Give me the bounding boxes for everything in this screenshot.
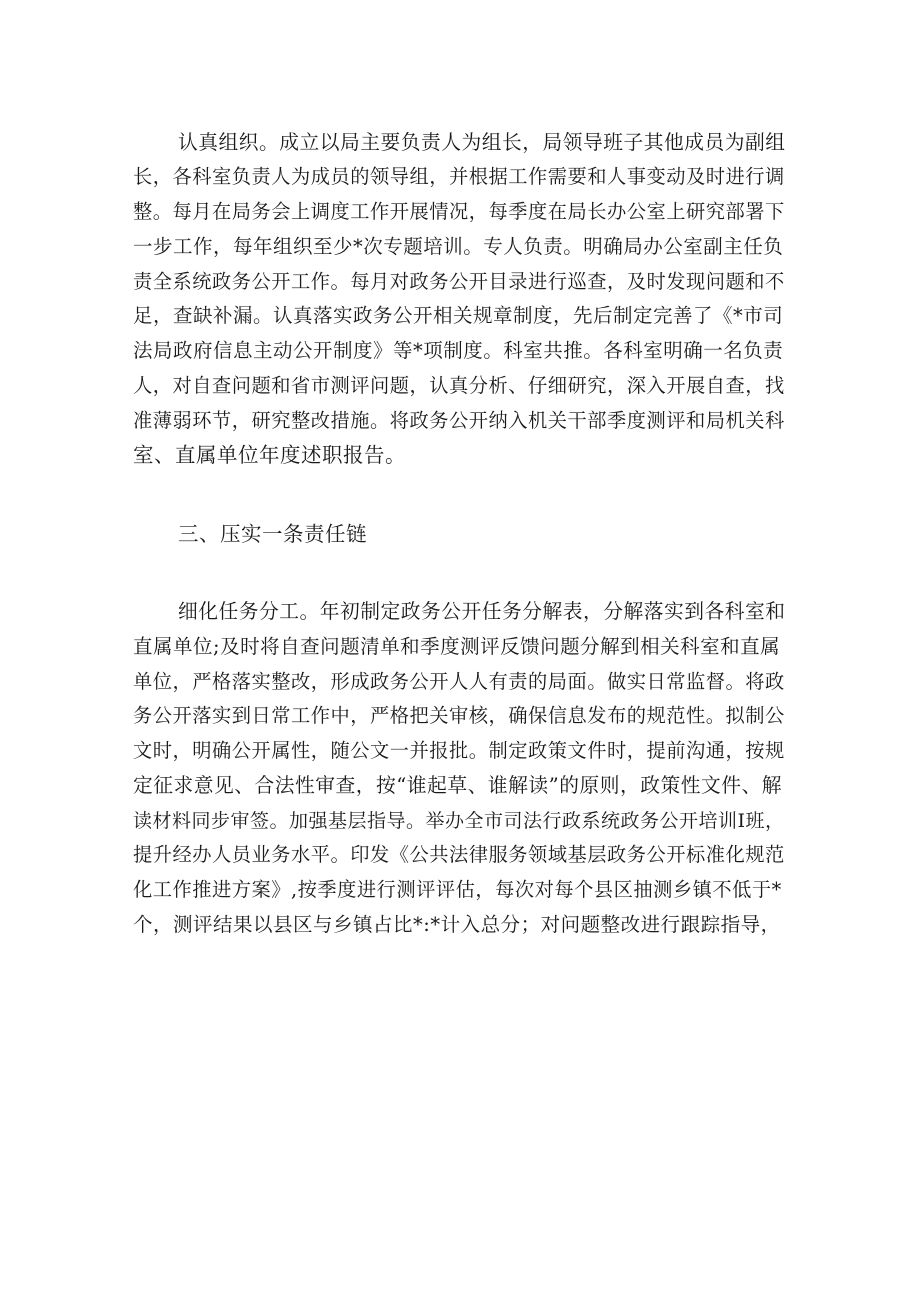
paragraph-line: 直属单位;及时将自查问题清单和季度测评反馈问题分解到相关科室和直属 <box>133 635 781 658</box>
paragraph-line: 务公开落实到日常工作中，严格把关审核，确保信息发布的规范性。拟制公 <box>133 704 785 727</box>
paragraph-line: 定征求意见、合法性审查，按“谁起草、谁解读”的原则，政策性文件、解 <box>133 774 782 797</box>
paragraph-line: 一步工作，每年组织至少*次专题培训。专人负责。明确局办公室副主任负 <box>133 235 784 258</box>
paragraph-line: 准薄弱环节，研究整改措施。将政务公开纳入机关干部季度测评和局机关科 <box>133 409 785 432</box>
paragraph-line: 责全系统政务公开工作。每月对政务公开目录进行巡查，及时发现问题和不 <box>133 270 785 293</box>
paragraph-line: 提升经办人员业务水平。印发《公共法律服务领域基层政务公开标准化规范 <box>133 843 785 866</box>
paragraph-line: 认真组织。成立以局主要负责人为组长，局领导班子其他成员为副组 <box>178 131 786 154</box>
paragraph-line: 长，各科室负责人为成员的领导组，并根据工作需要和人事变动及时进行调 <box>133 165 785 188</box>
paragraph-line: 法局政府信息主动公开制度》等*项制度。科室共推。各科室明确一名负责 <box>133 339 784 362</box>
paragraph-line: 单位，严格落实整改，形成政务公开人人有责的局面。做实日常监督。将政 <box>133 670 785 693</box>
paragraph-line: 个，测评结果以县区与乡镇占比*:*计入总分；对问题整改进行跟踪指导， <box>133 913 781 936</box>
paragraph-line: 细化任务分工。年初制定政务公开任务分解表，分解落实到各科室和 <box>178 600 786 623</box>
section-heading: 三、压实一条责任链 <box>178 522 367 546</box>
paragraph-line: 室、直属单位年度述职报告。 <box>133 443 406 467</box>
paragraph-line: 文时，明确公开属性，随公文一并报批。制定政策文件时，提前沟通，按规 <box>133 739 785 762</box>
paragraph-line: 整。每月在局务会上调度工作开展情况，每季度在局长办公室上研究部署下 <box>133 200 785 223</box>
paragraph-line: 化工作推进方案》,按季度进行测评评估，每次对每个县区抽测乡镇不低于* <box>133 878 782 901</box>
paragraph-line: 人，对自查问题和省市测评问题，认真分析、仔细研究，深入开展自查，找 <box>133 374 785 397</box>
paragraph-line: 足，查缺补漏。认真落实政务公开相关规章制度，先后制定完善了《*市司 <box>133 304 784 327</box>
paragraph-line: 读材料同步审签。加强基层指导。举办全市司法行政系统政务公开培训Ⅰ班， <box>133 810 785 832</box>
